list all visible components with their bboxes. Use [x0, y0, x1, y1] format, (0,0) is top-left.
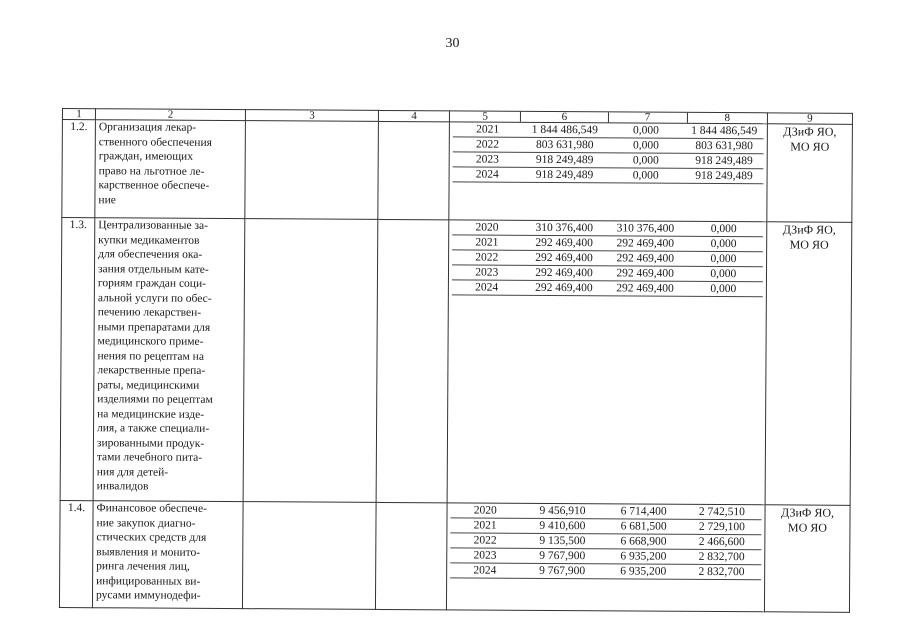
responsible: ДЗиФ ЯО, МО ЯО	[764, 505, 850, 613]
header-col-9: 9	[767, 113, 852, 125]
values-cell	[447, 220, 767, 505]
col-7-value: 0,000	[632, 169, 659, 182]
program-table	[59, 108, 853, 613]
col-4-cell	[378, 121, 450, 219]
col-8-value: 2 832,700	[698, 565, 745, 579]
table-row	[59, 500, 850, 612]
col-3-cell	[243, 219, 378, 503]
col-6-value: 9 135,500	[539, 534, 586, 548]
col-7-value: 6 935,200	[620, 550, 667, 563]
values-cell	[446, 503, 765, 612]
year-value: 2022	[473, 534, 497, 547]
header-col-6: 6	[521, 112, 608, 123]
year-value: 2020	[475, 221, 499, 234]
year-row	[450, 563, 761, 580]
responsible: ДЗиФ ЯО, МО ЯО	[767, 124, 853, 223]
header-col-4: 4	[378, 110, 449, 121]
col-8-value: 918 249,489	[695, 169, 753, 183]
col-7-value: 6 668,900	[620, 535, 667, 548]
year-value: 2023	[475, 266, 499, 279]
header-col-2: 2	[95, 109, 245, 121]
header-col-7: 7	[608, 112, 687, 122]
year-value: 2020	[473, 504, 497, 517]
item-number: 1.2.	[62, 120, 96, 218]
year-value: 2022	[475, 251, 499, 264]
year-value: 2024	[475, 168, 499, 181]
col-4-cell	[375, 502, 447, 609]
item-name: Финансовое обеспече- ние закупок диагно- стических средств для выявления и монито- ринга лечения лиц, инфицированных ви- русами иммунодефи-	[92, 501, 243, 609]
col-6-value: 918 249,489	[535, 168, 594, 182]
col-8-value: 0,000	[710, 252, 737, 266]
col-6-value: 292 469,400	[535, 236, 593, 250]
year-value: 2021	[475, 236, 499, 249]
col-6-value: 918 249,489	[535, 153, 594, 167]
header-col-5: 5	[450, 111, 521, 121]
col-6-value: 9 767,900	[539, 564, 586, 578]
col-6-value: 292 469,400	[535, 281, 593, 295]
col-6-value: 292 469,400	[535, 251, 593, 265]
col-6-value: 310 376,400	[535, 221, 594, 235]
col-7-value: 0,000	[632, 139, 659, 152]
col-7-value: 292 469,400	[616, 237, 675, 250]
col-7-value: 6 714,400	[620, 505, 667, 518]
col-8-value: 0,000	[710, 282, 737, 296]
col-4-cell	[376, 219, 449, 502]
col-7-value: 6 681,500	[620, 520, 667, 533]
col-8-value: 2 466,600	[698, 535, 745, 549]
col-6-value: 9 767,900	[539, 549, 586, 563]
col-8-value: 1 844 486,549	[691, 124, 758, 138]
year-value: 2023	[475, 153, 499, 166]
col-7-value: 6 935,200	[620, 565, 667, 578]
year-value: 2024	[473, 564, 497, 577]
col-8-value: 0,000	[710, 267, 737, 281]
item-number: 1.4.	[59, 500, 93, 607]
col-8-value: 918 249,489	[695, 154, 753, 168]
col-7-value: 0,000	[633, 124, 659, 137]
col-6-value: 292 469,400	[535, 266, 593, 280]
col-8-value: 0,000	[710, 237, 737, 251]
year-value: 2024	[475, 281, 499, 294]
header-col-8: 8	[724, 112, 731, 125]
col-6-value: 9 410,600	[539, 519, 586, 533]
values-cell	[449, 122, 768, 222]
table-row	[60, 218, 852, 506]
col-8-value: 0,000	[710, 222, 737, 236]
item-name: Организация лекар- ственного обеспечения граждан, имеющих право на льготное ле- карственное обеспече- ние	[95, 120, 246, 219]
col-7-value: 292 469,400	[616, 282, 674, 295]
col-3-cell	[245, 121, 379, 220]
col-7-value: 310 376,400	[616, 222, 675, 235]
col-3-cell	[242, 502, 376, 610]
col-6-value: 9 456,910	[539, 504, 586, 518]
year-value: 2023	[473, 549, 497, 562]
year-value: 2021	[476, 123, 500, 136]
col-7-value: 292 469,400	[616, 252, 675, 265]
header-col-1: 1	[62, 109, 95, 120]
year-row	[452, 280, 763, 297]
col-7-value: 0,000	[632, 154, 659, 167]
page-number: 30	[445, 36, 460, 51]
col-8-value: 803 631,980	[695, 139, 753, 153]
col-8-value: 2 729,100	[698, 520, 745, 534]
header-col-3: 3	[245, 110, 378, 122]
col-8-value: 2 742,510	[698, 505, 745, 519]
responsible: ДЗиФ ЯО, МО ЯО	[765, 222, 852, 506]
item-name: Централизованные за- купки медикаментов для обеспечения ока- зания отдельным кате- гориям граждан соци- альной услуги по обес- печению лекарствен- ными препаратами для медицинского приме- нения по рецептам на лекарственные препа- раты, медицинскими изделиями по рецептам на медицинские изде- лия, а также специали- зированными продук- тами лечебного пита- ния для детей- инвалидов	[93, 218, 245, 502]
col-8-value: 2 832,700	[698, 550, 745, 564]
year-row	[453, 167, 764, 184]
table-row	[62, 120, 853, 223]
year-value: 2022	[475, 138, 500, 151]
col-7-value: 292 469,400	[616, 267, 674, 280]
col-6-value: 1 844 486,549	[531, 123, 598, 137]
year-value: 2021	[473, 519, 497, 532]
item-number: 1.3.	[60, 218, 95, 501]
col-6-value: 803 631,980	[535, 138, 594, 152]
